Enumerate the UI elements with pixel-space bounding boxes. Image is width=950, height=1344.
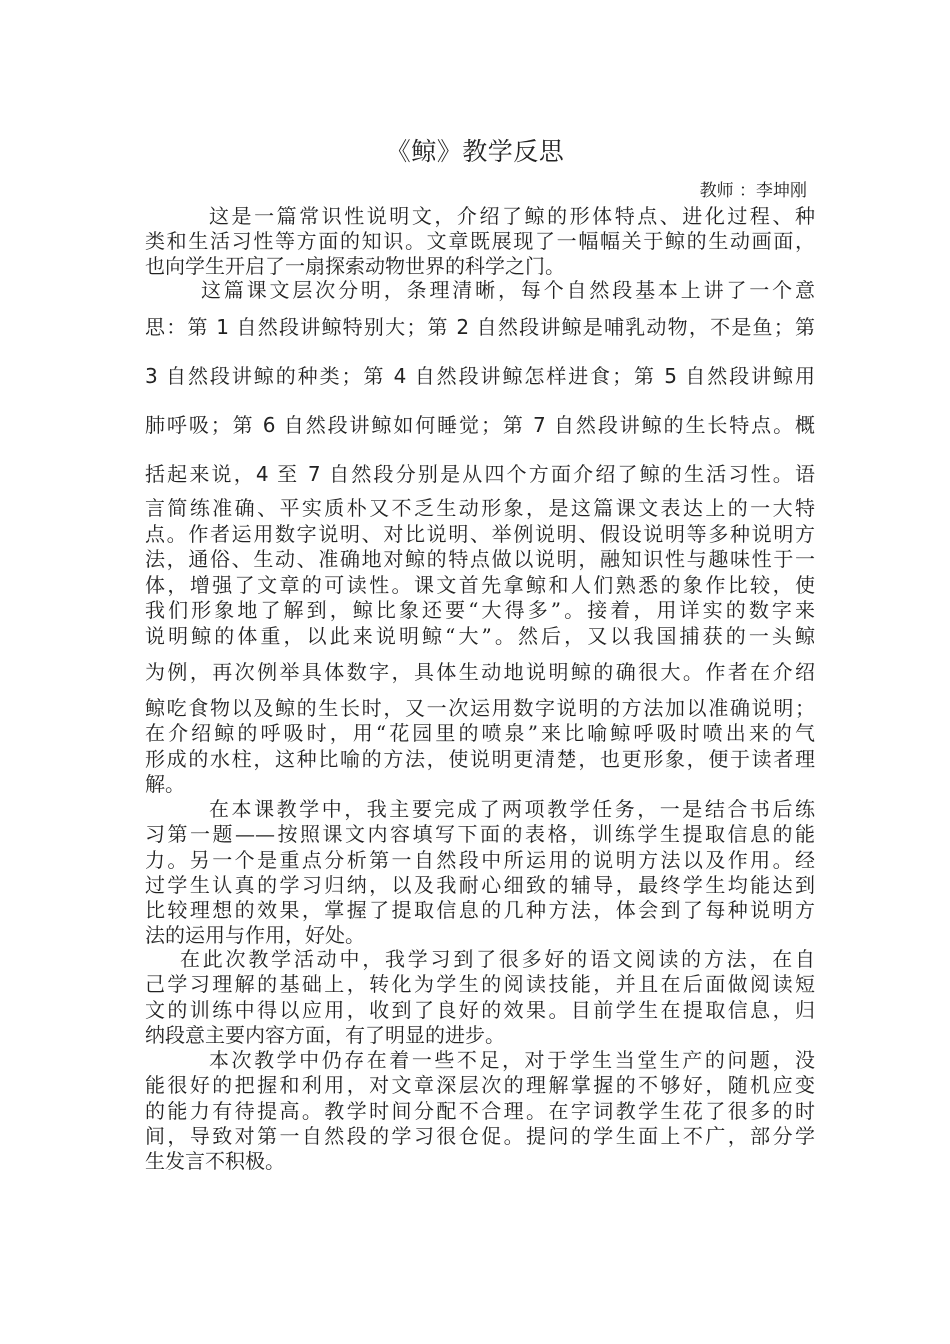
paragraph-line: 习第一题——按照课文内容填写下面的表格，训练学生提取信息的能	[145, 822, 815, 846]
document-title: 《鲸》教学反思	[385, 137, 565, 166]
paragraph-line: 生发言不积极。	[145, 1149, 285, 1173]
paragraph-line: 过学生认真的学习归纳，以及我耐心细致的辅导，最终学生均能达到	[145, 873, 815, 897]
author-line: 教师 ：李坤刚	[699, 181, 807, 201]
paragraph-line: 法，通俗、生动、准确地对鲸的特点做以说明，融知识性与趣味性于一	[145, 547, 815, 571]
paragraph-line: 在本课教学中，我主要完成了两项教学任务，一是结合书后练	[209, 797, 815, 821]
paragraph-line: 比较理想的效果，掌握了提取信息的几种方法，体会到了每种说明方	[145, 898, 815, 922]
paragraph-line: 间，导致对第一自然段的学习很仓促。提问的学生面上不广，部分学	[145, 1124, 815, 1148]
paragraph-line: 解。	[145, 772, 185, 796]
paragraph-line: 鲸吃食物以及鲸的生长时，又一次运用数字说明的方法加以准确说明；	[145, 696, 815, 720]
paragraph-line: 为例，再次例举具体数字，具体生动地说明鲸的确很大。作者在介绍	[145, 660, 815, 684]
paragraph-line: 言简练准确、平实质朴又不乏生动形象，是这篇课文表达上的一大特	[145, 496, 815, 520]
paragraph-line: 法的运用与作用，好处。	[145, 923, 365, 947]
paragraph-line: 3 自然段讲鲸的种类；第 4 自然段讲鲸怎样进食；第 5 自然段讲鲸用	[145, 364, 815, 388]
paragraph-line: 这是一篇常识性说明文，介绍了鲸的形体特点、进化过程、种	[209, 204, 815, 228]
paragraph-line: 能很好的把握和利用，对文章深层次的理解掌握的不够好，随机应变	[145, 1073, 815, 1097]
paragraph-line: 己学习理解的基础上，转化为学生的阅读技能，并且在后面做阅读短	[145, 972, 815, 996]
paragraph-line: 点。作者运用数字说明、对比说明、举例说明、假设说明等多种说明方	[145, 522, 815, 546]
paragraph-line: 说明鲸的体重，以此来说明鲸“大”。然后，又以我国捕获的一头鲸	[145, 624, 815, 648]
paragraph-line: 纳段意主要内容方面，有了明显的进步。	[145, 1023, 505, 1047]
paragraph-line: 我们形象地了解到，鲸比象还要“大得多”。接着，用详实的数字来	[145, 598, 815, 622]
paragraph-line: 肺呼吸；第 6 自然段讲鲸如何睡觉；第 7 自然段讲鲸的生长特点。概	[145, 413, 815, 437]
paragraph-line: 括起来说，4 至 7 自然段分别是从四个方面介绍了鲸的生活习性。语	[145, 462, 815, 486]
paragraph-line: 体，增强了文章的可读性。课文首先拿鲸和人们熟悉的象作比较，使	[145, 573, 815, 597]
paragraph-line: 形成的水柱，这种比喻的方法，使说明更清楚，也更形象，便于读者理	[145, 747, 815, 771]
paragraph-line: 思：第 1 自然段讲鲸特别大；第 2 自然段讲鲸是哺乳动物，不是鱼；第	[145, 315, 815, 339]
paragraph-line: 也向学生开启了一扇探索动物世界的科学之门。	[145, 254, 565, 278]
paragraph-line: 本次教学中仍存在着一些不足，对于学生当堂生产的问题，没	[209, 1048, 815, 1072]
paragraph-line: 类和生活习性等方面的知识。文章既展现了一幅幅关于鲸的生动画面，	[145, 229, 815, 253]
paragraph-line: 的能力有待提高。教学时间分配不合理。在字词教学生花了很多的时	[145, 1099, 815, 1123]
paragraph-line: 文的训练中得以应用，收到了良好的效果。目前学生在提取信息，归	[145, 998, 815, 1022]
paragraph-line: 这篇课文层次分明，条理清晰，每个自然段基本上讲了一个意	[201, 278, 815, 302]
paragraph-line: 在介绍鲸的呼吸时，用“花园里的喷泉”来比喻鲸呼吸时喷出来的气	[145, 721, 815, 745]
paragraph-line: 力。另一个是重点分析第一自然段中所运用的说明方法以及作用。经	[145, 848, 815, 872]
paragraph-line: 在此次教学活动中，我学习到了很多好的语文阅读的方法，在自	[180, 947, 815, 971]
